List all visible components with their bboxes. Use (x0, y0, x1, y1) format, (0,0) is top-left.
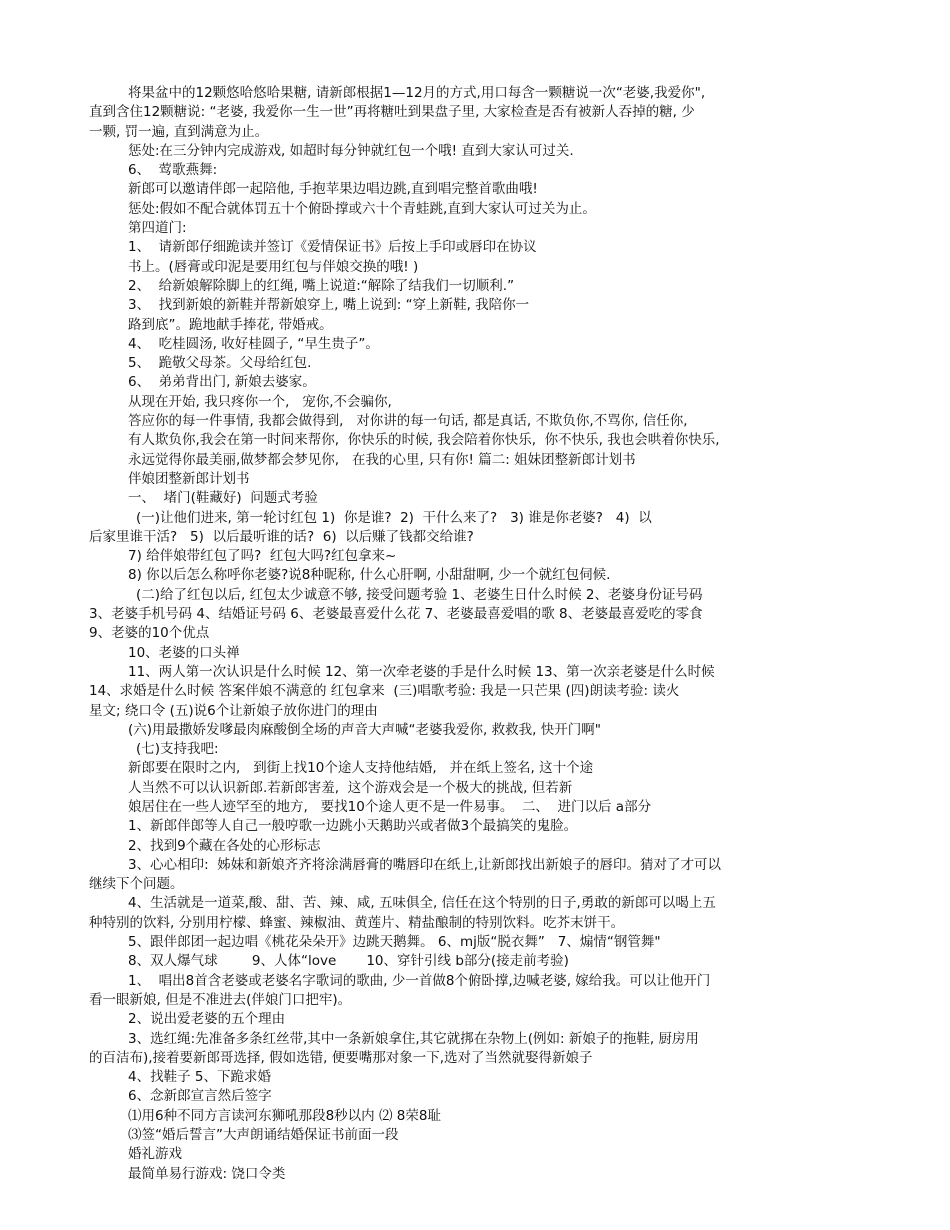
text-line: 第四道门: (128, 220, 187, 237)
text-line: 5、 跪敬父母茶。父母给红包. (128, 355, 312, 372)
text-line: 从现在开始, 我只疼你一个, 宠你,不会骗你, (128, 393, 392, 410)
text-line: 5、跟伴郎团一起边唱《桃花朵朵开》边跳天鹅舞。 6、mj版“脱衣舞” 7、煽情“钢管舞" (128, 934, 661, 951)
text-line: 路到底”。跪地献手捧花, 带婚戒。 (128, 316, 333, 333)
text-line: 4、生活就是一道菜,酸、甜、苦、辣、咸, 五味俱全, 信任在这个特别的日子,勇敢的新郎可以喝上五 (128, 895, 716, 912)
text-line: 的百洁布),接着要新郎哥选择, 假如选错, 便要嘴那对象一下,选对了当然就娶得新娘子 (89, 1049, 593, 1066)
text-line: 永远觉得你最美丽,做梦都会梦见你, 在我的心里, 只有你! 篇二: 姐妹团整新郎计划书 (128, 451, 636, 468)
text-line: 3、选红绳:先准备多条红丝带,其中一条新娘拿住,其它就挷在杂物上(例如: 新娘子的拖鞋, 厨房用 (128, 1030, 699, 1047)
text-line: 娘居住在一些人迹罕至的地方, 要找10个途人更不是一件易事。 二、 进门以后 a部分 (128, 798, 652, 815)
text-line: 2、说出爱老婆的五个理由 (128, 1011, 286, 1028)
text-line: 书上。(唇膏或印泥是要用红包与伴娘交换的哦! ) (128, 258, 419, 275)
text-line: 1、 唱出8首含老婆或老婆名字歌词的歌曲, 少一首做8个俯卧撑,边喊老婆, 嫁给我。可以让他开门 (128, 972, 711, 989)
text-line: 3、老婆手机号码 4、结婚证号码 6、老婆最喜爱什么花 7、老婆最喜爱唱的歌 8、老婆最喜爱吃的零食 (89, 606, 703, 623)
text-line: 后家里谁干活? 5) 以后最听谁的话? 6) 以后赚了钱都交给谁? (89, 528, 474, 545)
text-line: 直到含住12颗糖说: “老婆, 我爱你一生一世”再将糖吐到果盘子里, 大家检查是否有被新人吞掉的糖, 少 (89, 104, 695, 121)
text-line: 4、 吃桂圆汤, 收好桂圆子, “早生贵子”。 (128, 335, 379, 352)
text-line: 答应你的每一件事情, 我都会做得到, 对你讲的每一句话, 都是真话, 不欺负你,不骂你, 信任你, (128, 413, 688, 430)
text-line: 有人欺负你,我会在第一时间来帮你, 你快乐的时候, 我会陪着你快乐, 你不快乐, 我也会哄着你快乐, (128, 432, 720, 449)
text-line: (一)让他们进来, 第一轮讨红包 1) 你是谁? 2) 干什么来了? 3) 谁是你老婆? 4) 以 (136, 509, 652, 526)
text-line: 1、新郎伴郎等人自己一般哼歌一边跳小天鹅助兴或者做3个最搞笑的鬼脸。 (128, 818, 578, 835)
text-line: 新郎要在限时之内, 到街上找10个途人支持他结婚, 并在纸上签名, 这十个途 (128, 760, 594, 777)
text-line: 将果盆中的12颗悠哈悠哈果糖, 请新郎根据1—12月的方式,用口每含一颗糖说一次“老婆,我爱你", (128, 85, 706, 101)
text-line: 最简单易行游戏: 饶口令类 (128, 1165, 286, 1182)
text-line: 11、两人第一次认识是什么时候 12、第一次牵老婆的手是什么时候 13、第一次亲老婆是什么时候 (128, 663, 715, 680)
text-line: 婚礼游戏 (128, 1146, 182, 1163)
text-line: (七)支持我吧: (136, 741, 219, 758)
text-line: (二)给了红包以后, 红包太少诚意不够, 接受问题考验 1、老婆生日什么时候 2、老婆身份证号码 (136, 586, 703, 603)
text-line: 2、找到9个藏在各处的心形标志 (128, 837, 321, 854)
text-line: 6、 弟弟背出门, 新娘去婆家。 (128, 374, 316, 391)
text-line: 伴娘团整新郎计划书 (128, 470, 250, 487)
text-line: 9、老婆的10个优点 (89, 625, 210, 642)
text-line: (六)用最撒娇发嗲最肉麻酸倒全场的声音大声喊“老婆我爱你, 救救我, 快开门啊" (128, 721, 601, 738)
text-line: 3、心心相印: 姊妹和新娘齐齐将涂满唇膏的嘴唇印在纸上,让新郎找出新娘子的唇印。猜对了才可以 (128, 856, 722, 873)
text-line: 一、 堵门(鞋藏好) 问题式考验 (128, 490, 318, 507)
text-line: 看一眼新娘, 但是不准进去(伴娘门口把牢)。 (89, 991, 352, 1008)
text-line: 3、 找到新娘的新鞋并帮新娘穿上, 嘴上说到: “穿上新鞋, 我陪你一 (128, 297, 530, 314)
text-line: 8) 你以后怎么称呼你老婆?说8种昵称, 什么心肝啊, 小甜甜啊, 少一个就红包伺候. (128, 567, 611, 584)
text-line: ⑴用6种不同方言读河东狮吼那段8秒以内 ⑵ 8荣8耻 (128, 1107, 441, 1124)
text-line: 8、双人爆气球 9、人体“love 10、穿针引线 b部分(接走前考验) (128, 953, 569, 970)
text-line: 惩处:假如不配合就体罚五十个俯卧撑或六十个青蛙跳,直到大家认可过关为止。 (128, 200, 596, 217)
text-line: 2、 给新娘解除脚上的红绳, 嘴上说道:“解除了结我们一切顺利.” (128, 277, 515, 294)
text-line: 惩处:在三分钟内完成游戏, 如超时每分钟就红包一个哦! 直到大家认可过关. (128, 142, 574, 159)
text-line: 一颗, 罚一遍, 直到满意为止。 (89, 123, 269, 140)
text-line: 新郎可以邀请伴郎一起陪他, 手抱苹果边唱边跳,直到唱完整首歌曲哦! (128, 181, 538, 198)
text-line: 种特别的饮料, 分别用柠檬、蜂蜜、辣椒油、黄莲片、精盐酿制的特别饮料。吃芥末饼干。 (89, 914, 625, 931)
text-line: 7) 给伴娘带红包了吗? 红包大吗?红包拿来~ (128, 548, 397, 565)
text-line: 1、 请新郎仔细跪读并签订《爱情保证书》后按上手印或唇印在协议 (128, 239, 537, 256)
text-line: 人当然不可以认识新郎.若新郎害羞, 这个游戏会是一个极大的挑战, 但若新 (128, 779, 573, 796)
text-line: 6、念新郎宣言然后签字 (128, 1088, 272, 1105)
text-line: 6、 莺歌燕舞: (128, 162, 218, 179)
text-line: 星文; 绕口令 (五)说6个让新娘子放你进门的理由 (89, 702, 378, 719)
text-line: ⑶签“婚后誓言”大声朗诵结婚保证书前面一段 (128, 1127, 399, 1144)
text-line: 继续下个问题。 (89, 876, 184, 893)
text-line: 10、老婆的口头禅 (128, 644, 240, 661)
text-line: 4、找鞋子 5、下跪求婚 (128, 1069, 271, 1086)
text-line: 14、求婚是什么时候 答案伴娘不满意的 红包拿来 (三)唱歌考验: 我是一只芒果 (四)朗读考验: 读火 (89, 683, 680, 700)
